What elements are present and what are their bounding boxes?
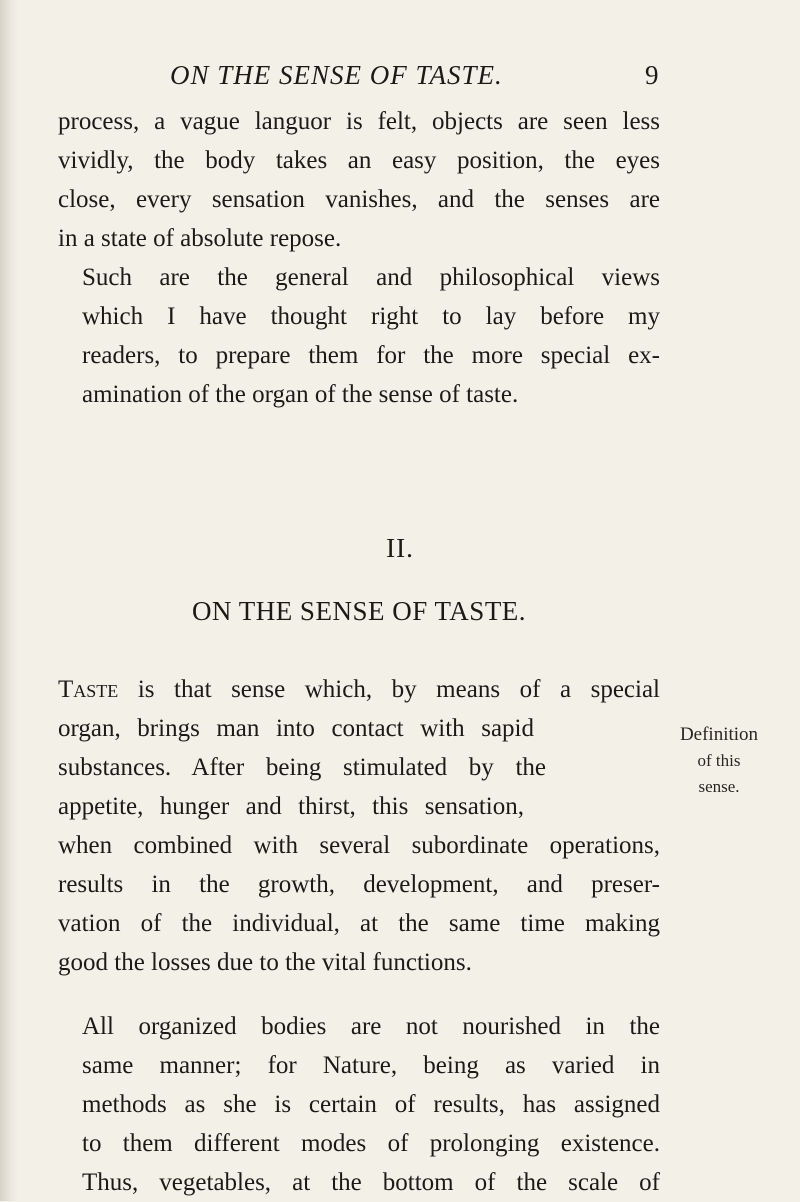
text-line: in a state of absolute repose.	[58, 225, 342, 252]
text-line: good the losses due to the vital functions.	[58, 949, 472, 976]
drop-word: Taste	[58, 676, 119, 703]
text-line	[58, 670, 660, 709]
text-line: process, a vague languor is felt, objects are seen less	[58, 108, 660, 135]
text-line: to them different modes of prolonging existence.	[82, 1130, 660, 1157]
text-line: results in the growth, development, and preser-	[58, 871, 660, 898]
paragraph-1	[58, 102, 660, 258]
running-title: ON THE SENSE OF TASTE.	[170, 60, 503, 90]
text-line: which I have thought right to lay before my	[82, 303, 660, 330]
paragraph-2	[58, 258, 660, 414]
text-line: when combined with several subordinate operations,	[58, 832, 660, 859]
text-line: vividly, the body takes an easy position, the eyes	[58, 147, 660, 174]
page-gutter-shadow	[0, 0, 18, 1201]
margin-note-line: of this	[697, 751, 741, 770]
text-line: organ, brings man into contact with sapid	[58, 715, 534, 742]
text-line: same manner; for Nature, being as varied in	[82, 1052, 660, 1079]
text-line: appetite, hunger and thirst, this sensation,	[58, 793, 524, 820]
text-line: readers, to prepare them for the more special ex-	[82, 342, 660, 369]
text-fragment: is that sense which, by means of a special	[118, 676, 660, 703]
text-line: vation of the individual, at the same time making	[58, 910, 660, 937]
text-line: methods as she is certain of results, has assigned	[82, 1091, 660, 1118]
section-title: ON THE SENSE OF TASTE.	[191, 596, 527, 626]
page-number: 9	[645, 60, 660, 90]
paragraph-3	[58, 670, 660, 982]
text-line: All organized bodies are not nourished in the	[82, 1013, 660, 1040]
margin-note-line: sense.	[698, 777, 740, 796]
section-number: II.	[386, 533, 414, 563]
text-line: Such are the general and philosophical views	[82, 264, 660, 291]
margin-note-line: Definition	[679, 724, 759, 745]
paragraph-4	[58, 1007, 660, 1202]
text-line: substances. After being stimulated by the	[58, 754, 546, 781]
text-line: amination of the organ of the sense of taste.	[82, 381, 519, 408]
text-line: Thus, vegetables, at the bottom of the scale of	[82, 1169, 660, 1196]
margin-note	[669, 722, 769, 800]
text-line: close, every sensation vanishes, and the senses are	[58, 186, 660, 213]
